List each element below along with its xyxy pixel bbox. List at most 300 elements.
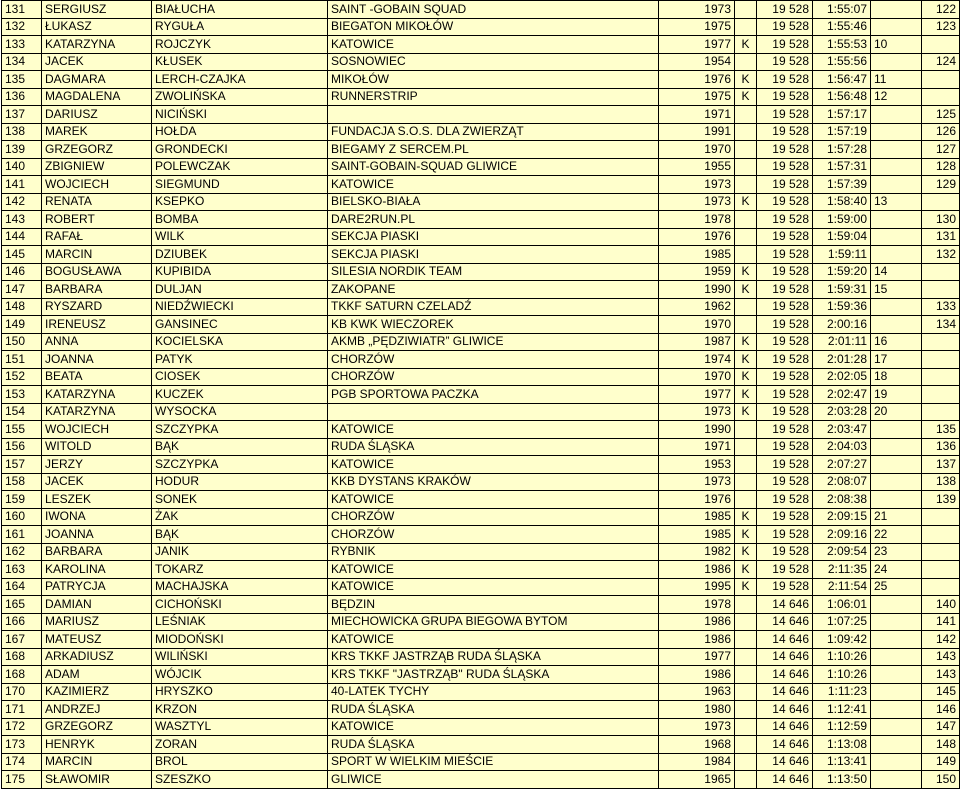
first-name-cell: BOGUSŁAWA bbox=[42, 263, 152, 281]
last-name-cell: KSEPKO bbox=[152, 193, 328, 211]
time-cell: 2:07:27 bbox=[813, 456, 871, 474]
birth-year-cell: 1995 bbox=[659, 578, 735, 596]
distance-cell: 19 528 bbox=[757, 368, 813, 386]
time-cell: 2:01:11 bbox=[813, 333, 871, 351]
sex-cell: K bbox=[735, 71, 757, 89]
club-cell: SEKCJA PIASKI bbox=[328, 246, 659, 264]
time-cell: 1:57:31 bbox=[813, 158, 871, 176]
first-name-cell: RYSZARD bbox=[42, 298, 152, 316]
sex-cell: K bbox=[735, 561, 757, 579]
sex-cell: K bbox=[735, 351, 757, 369]
sex-cell bbox=[735, 473, 757, 491]
club-cell: SILESIA NORDIK TEAM bbox=[328, 263, 659, 281]
sex-cell bbox=[735, 491, 757, 509]
place-cell: 174 bbox=[2, 753, 42, 771]
women-place-cell bbox=[871, 1, 922, 19]
last-name-cell: SZESZKO bbox=[152, 771, 328, 789]
table-row bbox=[2, 718, 960, 736]
men-place-cell: 130 bbox=[922, 211, 960, 229]
last-name-cell: CICHOŃSKI bbox=[152, 596, 328, 614]
place-cell: 154 bbox=[2, 403, 42, 421]
last-name-cell: SIEGMUND bbox=[152, 176, 328, 194]
table-row bbox=[2, 666, 960, 684]
sex-cell bbox=[735, 316, 757, 334]
women-place-cell bbox=[871, 648, 922, 666]
sex-cell bbox=[735, 771, 757, 789]
sex-cell bbox=[735, 53, 757, 71]
distance-cell: 14 646 bbox=[757, 771, 813, 789]
table-row bbox=[2, 71, 960, 89]
last-name-cell: ROJCZYK bbox=[152, 36, 328, 54]
time-cell: 2:04:03 bbox=[813, 438, 871, 456]
table-row bbox=[2, 736, 960, 754]
men-place-cell: 137 bbox=[922, 456, 960, 474]
last-name-cell: DZIUBEK bbox=[152, 246, 328, 264]
last-name-cell: ZORAN bbox=[152, 736, 328, 754]
time-cell: 1:59:11 bbox=[813, 246, 871, 264]
club-cell: 40-LATEK TYCHY bbox=[328, 683, 659, 701]
time-cell: 1:13:50 bbox=[813, 771, 871, 789]
women-place-cell: 23 bbox=[871, 543, 922, 561]
club-cell: BIEGATON MIKOŁÓW bbox=[328, 18, 659, 36]
table-row bbox=[2, 596, 960, 614]
birth-year-cell: 1982 bbox=[659, 543, 735, 561]
last-name-cell: WILK bbox=[152, 228, 328, 246]
table-row bbox=[2, 333, 960, 351]
club-cell: PGB SPORTOWA PACZKA bbox=[328, 386, 659, 404]
place-cell: 144 bbox=[2, 228, 42, 246]
last-name-cell: KŁUSEK bbox=[152, 53, 328, 71]
place-cell: 141 bbox=[2, 176, 42, 194]
birth-year-cell: 1984 bbox=[659, 753, 735, 771]
sex-cell: K bbox=[735, 88, 757, 106]
last-name-cell: BOMBA bbox=[152, 211, 328, 229]
birth-year-cell: 1985 bbox=[659, 508, 735, 526]
table-row bbox=[2, 403, 960, 421]
table-row bbox=[2, 53, 960, 71]
sex-cell: K bbox=[735, 193, 757, 211]
men-place-cell bbox=[922, 543, 960, 561]
table-row bbox=[2, 18, 960, 36]
first-name-cell: KATARZYNA bbox=[42, 386, 152, 404]
birth-year-cell: 1980 bbox=[659, 701, 735, 719]
place-cell: 150 bbox=[2, 333, 42, 351]
first-name-cell: JOANNA bbox=[42, 526, 152, 544]
sex-cell bbox=[735, 106, 757, 124]
first-name-cell: IWONA bbox=[42, 508, 152, 526]
birth-year-cell: 1987 bbox=[659, 333, 735, 351]
table-row bbox=[2, 473, 960, 491]
place-cell: 131 bbox=[2, 1, 42, 19]
sex-cell: K bbox=[735, 578, 757, 596]
time-cell: 2:09:16 bbox=[813, 526, 871, 544]
women-place-cell: 20 bbox=[871, 403, 922, 421]
women-place-cell bbox=[871, 316, 922, 334]
time-cell: 2:08:38 bbox=[813, 491, 871, 509]
time-cell: 1:59:36 bbox=[813, 298, 871, 316]
men-place-cell bbox=[922, 403, 960, 421]
women-place-cell bbox=[871, 246, 922, 264]
last-name-cell: SZCZYPKA bbox=[152, 456, 328, 474]
distance-cell: 19 528 bbox=[757, 158, 813, 176]
table-row bbox=[2, 158, 960, 176]
women-place-cell bbox=[871, 211, 922, 229]
distance-cell: 19 528 bbox=[757, 176, 813, 194]
sex-cell bbox=[735, 683, 757, 701]
last-name-cell: NICIŃSKI bbox=[152, 106, 328, 124]
club-cell: KATOWICE bbox=[328, 578, 659, 596]
last-name-cell: BĄK bbox=[152, 526, 328, 544]
birth-year-cell: 1990 bbox=[659, 421, 735, 439]
birth-year-cell: 1965 bbox=[659, 771, 735, 789]
time-cell: 1:10:26 bbox=[813, 648, 871, 666]
club-cell: ZAKOPANE bbox=[328, 281, 659, 299]
distance-cell: 19 528 bbox=[757, 141, 813, 159]
women-place-cell: 10 bbox=[871, 36, 922, 54]
club-cell: RUDA ŚLĄSKA bbox=[328, 438, 659, 456]
time-cell: 1:55:07 bbox=[813, 1, 871, 19]
birth-year-cell: 1970 bbox=[659, 141, 735, 159]
club-cell: RYBNIK bbox=[328, 543, 659, 561]
place-cell: 172 bbox=[2, 718, 42, 736]
time-cell: 1:57:39 bbox=[813, 176, 871, 194]
men-place-cell: 150 bbox=[922, 771, 960, 789]
distance-cell: 19 528 bbox=[757, 1, 813, 19]
men-place-cell: 140 bbox=[922, 596, 960, 614]
women-place-cell: 19 bbox=[871, 386, 922, 404]
first-name-cell: BEATA bbox=[42, 368, 152, 386]
men-place-cell bbox=[922, 561, 960, 579]
place-cell: 158 bbox=[2, 473, 42, 491]
first-name-cell: JACEK bbox=[42, 473, 152, 491]
birth-year-cell: 1977 bbox=[659, 648, 735, 666]
time-cell: 2:09:15 bbox=[813, 508, 871, 526]
table-row bbox=[2, 141, 960, 159]
place-cell: 146 bbox=[2, 263, 42, 281]
men-place-cell bbox=[922, 508, 960, 526]
birth-year-cell: 1975 bbox=[659, 18, 735, 36]
table-row bbox=[2, 263, 960, 281]
distance-cell: 14 646 bbox=[757, 683, 813, 701]
place-cell: 165 bbox=[2, 596, 42, 614]
table-row bbox=[2, 106, 960, 124]
table-row bbox=[2, 246, 960, 264]
table-row bbox=[2, 456, 960, 474]
distance-cell: 14 646 bbox=[757, 666, 813, 684]
men-place-cell: 147 bbox=[922, 718, 960, 736]
men-place-cell: 136 bbox=[922, 438, 960, 456]
distance-cell: 19 528 bbox=[757, 561, 813, 579]
club-cell: RUDA ŚLĄSKA bbox=[328, 701, 659, 719]
sex-cell bbox=[735, 631, 757, 649]
sex-cell bbox=[735, 753, 757, 771]
sex-cell bbox=[735, 211, 757, 229]
birth-year-cell: 1971 bbox=[659, 438, 735, 456]
birth-year-cell: 1974 bbox=[659, 351, 735, 369]
men-place-cell: 143 bbox=[922, 666, 960, 684]
sex-cell: K bbox=[735, 526, 757, 544]
distance-cell: 19 528 bbox=[757, 246, 813, 264]
time-cell: 1:09:42 bbox=[813, 631, 871, 649]
first-name-cell: JOANNA bbox=[42, 351, 152, 369]
men-place-cell: 128 bbox=[922, 158, 960, 176]
club-cell: CHORZÓW bbox=[328, 351, 659, 369]
club-cell: KATOWICE bbox=[328, 176, 659, 194]
table-row bbox=[2, 631, 960, 649]
place-cell: 171 bbox=[2, 701, 42, 719]
sex-cell bbox=[735, 123, 757, 141]
place-cell: 143 bbox=[2, 211, 42, 229]
women-place-cell bbox=[871, 228, 922, 246]
time-cell: 2:00:16 bbox=[813, 316, 871, 334]
table-row bbox=[2, 578, 960, 596]
men-place-cell: 133 bbox=[922, 298, 960, 316]
last-name-cell: SZCZYPKA bbox=[152, 421, 328, 439]
birth-year-cell: 1962 bbox=[659, 298, 735, 316]
sex-cell bbox=[735, 176, 757, 194]
place-cell: 156 bbox=[2, 438, 42, 456]
time-cell: 1:57:28 bbox=[813, 141, 871, 159]
sex-cell: K bbox=[735, 263, 757, 281]
men-place-cell: 134 bbox=[922, 316, 960, 334]
table-row bbox=[2, 228, 960, 246]
time-cell: 2:02:05 bbox=[813, 368, 871, 386]
women-place-cell bbox=[871, 473, 922, 491]
distance-cell: 19 528 bbox=[757, 106, 813, 124]
birth-year-cell: 1976 bbox=[659, 71, 735, 89]
first-name-cell: SERGIUSZ bbox=[42, 1, 152, 19]
first-name-cell: RAFAŁ bbox=[42, 228, 152, 246]
last-name-cell: CIOSEK bbox=[152, 368, 328, 386]
first-name-cell: BARBARA bbox=[42, 281, 152, 299]
first-name-cell: MAGDALENA bbox=[42, 88, 152, 106]
table-row bbox=[2, 701, 960, 719]
men-place-cell: 126 bbox=[922, 123, 960, 141]
sex-cell bbox=[735, 596, 757, 614]
distance-cell: 19 528 bbox=[757, 333, 813, 351]
last-name-cell: MACHAJSKA bbox=[152, 578, 328, 596]
table-row bbox=[2, 648, 960, 666]
sex-cell bbox=[735, 18, 757, 36]
first-name-cell: MAREK bbox=[42, 123, 152, 141]
results-body bbox=[2, 1, 960, 789]
sex-cell bbox=[735, 648, 757, 666]
birth-year-cell: 1968 bbox=[659, 736, 735, 754]
time-cell: 2:02:47 bbox=[813, 386, 871, 404]
first-name-cell: MARCIN bbox=[42, 753, 152, 771]
distance-cell: 19 528 bbox=[757, 421, 813, 439]
distance-cell: 14 646 bbox=[757, 718, 813, 736]
place-cell: 173 bbox=[2, 736, 42, 754]
table-row bbox=[2, 386, 960, 404]
men-place-cell: 148 bbox=[922, 736, 960, 754]
women-place-cell: 13 bbox=[871, 193, 922, 211]
place-cell: 155 bbox=[2, 421, 42, 439]
distance-cell: 19 528 bbox=[757, 316, 813, 334]
men-place-cell: 139 bbox=[922, 491, 960, 509]
men-place-cell bbox=[922, 263, 960, 281]
women-place-cell bbox=[871, 701, 922, 719]
sex-cell bbox=[735, 158, 757, 176]
men-place-cell bbox=[922, 193, 960, 211]
place-cell: 161 bbox=[2, 526, 42, 544]
last-name-cell: PATYK bbox=[152, 351, 328, 369]
last-name-cell: POLEWCZAK bbox=[152, 158, 328, 176]
first-name-cell: KAROLINA bbox=[42, 561, 152, 579]
last-name-cell: BĄK bbox=[152, 438, 328, 456]
sex-cell: K bbox=[735, 368, 757, 386]
women-place-cell: 12 bbox=[871, 88, 922, 106]
first-name-cell: WITOLD bbox=[42, 438, 152, 456]
club-cell: KRS TKKF "JASTRZĄB" RUDA ŚLĄSKA bbox=[328, 666, 659, 684]
first-name-cell: DARIUSZ bbox=[42, 106, 152, 124]
table-row bbox=[2, 123, 960, 141]
last-name-cell: HRYSZKO bbox=[152, 683, 328, 701]
women-place-cell: 22 bbox=[871, 526, 922, 544]
sex-cell: K bbox=[735, 36, 757, 54]
women-place-cell bbox=[871, 666, 922, 684]
men-place-cell bbox=[922, 526, 960, 544]
women-place-cell bbox=[871, 158, 922, 176]
distance-cell: 19 528 bbox=[757, 123, 813, 141]
last-name-cell: ZWOLIŃSKA bbox=[152, 88, 328, 106]
last-name-cell: WÓJCIK bbox=[152, 666, 328, 684]
distance-cell: 19 528 bbox=[757, 88, 813, 106]
place-cell: 160 bbox=[2, 508, 42, 526]
men-place-cell: 129 bbox=[922, 176, 960, 194]
place-cell: 162 bbox=[2, 543, 42, 561]
place-cell: 157 bbox=[2, 456, 42, 474]
birth-year-cell: 1977 bbox=[659, 36, 735, 54]
time-cell: 1:57:17 bbox=[813, 106, 871, 124]
club-cell: DARE2RUN.PL bbox=[328, 211, 659, 229]
time-cell: 2:03:47 bbox=[813, 421, 871, 439]
table-row bbox=[2, 561, 960, 579]
women-place-cell: 17 bbox=[871, 351, 922, 369]
birth-year-cell: 1970 bbox=[659, 316, 735, 334]
women-place-cell bbox=[871, 176, 922, 194]
time-cell: 1:59:04 bbox=[813, 228, 871, 246]
distance-cell: 19 528 bbox=[757, 298, 813, 316]
distance-cell: 19 528 bbox=[757, 53, 813, 71]
place-cell: 152 bbox=[2, 368, 42, 386]
first-name-cell: GRZEGORZ bbox=[42, 718, 152, 736]
birth-year-cell: 1955 bbox=[659, 158, 735, 176]
men-place-cell: 145 bbox=[922, 683, 960, 701]
sex-cell bbox=[735, 701, 757, 719]
men-place-cell: 143 bbox=[922, 648, 960, 666]
table-row bbox=[2, 211, 960, 229]
sex-cell: K bbox=[735, 386, 757, 404]
birth-year-cell: 1991 bbox=[659, 123, 735, 141]
first-name-cell: JACEK bbox=[42, 53, 152, 71]
sex-cell bbox=[735, 298, 757, 316]
distance-cell: 19 528 bbox=[757, 211, 813, 229]
women-place-cell: 16 bbox=[871, 333, 922, 351]
first-name-cell: MARCIN bbox=[42, 246, 152, 264]
women-place-cell bbox=[871, 123, 922, 141]
club-cell: MIKOŁÓW bbox=[328, 71, 659, 89]
distance-cell: 19 528 bbox=[757, 491, 813, 509]
first-name-cell: WOJCIECH bbox=[42, 421, 152, 439]
club-cell bbox=[328, 403, 659, 421]
last-name-cell: JANIK bbox=[152, 543, 328, 561]
distance-cell: 19 528 bbox=[757, 508, 813, 526]
club-cell: KATOWICE bbox=[328, 491, 659, 509]
club-cell: RUNNERSTRIP bbox=[328, 88, 659, 106]
sex-cell bbox=[735, 666, 757, 684]
club-cell: RUDA ŚLĄSKA bbox=[328, 736, 659, 754]
sex-cell: K bbox=[735, 403, 757, 421]
place-cell: 151 bbox=[2, 351, 42, 369]
last-name-cell: WILIŃSKI bbox=[152, 648, 328, 666]
first-name-cell: KAZIMIERZ bbox=[42, 683, 152, 701]
time-cell: 2:01:28 bbox=[813, 351, 871, 369]
distance-cell: 19 528 bbox=[757, 281, 813, 299]
time-cell: 1:13:08 bbox=[813, 736, 871, 754]
women-place-cell bbox=[871, 771, 922, 789]
club-cell: SAINT -GOBAIN SQUAD bbox=[328, 1, 659, 19]
women-place-cell: 24 bbox=[871, 561, 922, 579]
table-row bbox=[2, 88, 960, 106]
place-cell: 147 bbox=[2, 281, 42, 299]
women-place-cell bbox=[871, 736, 922, 754]
first-name-cell: LESZEK bbox=[42, 491, 152, 509]
place-cell: 164 bbox=[2, 578, 42, 596]
table-row bbox=[2, 1, 960, 19]
distance-cell: 14 646 bbox=[757, 753, 813, 771]
table-row bbox=[2, 508, 960, 526]
women-place-cell bbox=[871, 753, 922, 771]
club-cell: SPORT W WIELKIM MIEŚCIE bbox=[328, 753, 659, 771]
distance-cell: 19 528 bbox=[757, 36, 813, 54]
distance-cell: 14 646 bbox=[757, 648, 813, 666]
club-cell: BIEGAMY Z SERCEM.PL bbox=[328, 141, 659, 159]
first-name-cell: ANDRZEJ bbox=[42, 701, 152, 719]
table-row bbox=[2, 421, 960, 439]
table-row bbox=[2, 753, 960, 771]
last-name-cell: KRZON bbox=[152, 701, 328, 719]
birth-year-cell: 1985 bbox=[659, 526, 735, 544]
club-cell: AKMB „PĘDZIWIATR” GLIWICE bbox=[328, 333, 659, 351]
birth-year-cell: 1959 bbox=[659, 263, 735, 281]
first-name-cell: ZBIGNIEW bbox=[42, 158, 152, 176]
place-cell: 134 bbox=[2, 53, 42, 71]
sex-cell: K bbox=[735, 281, 757, 299]
time-cell: 1:58:40 bbox=[813, 193, 871, 211]
women-place-cell bbox=[871, 53, 922, 71]
distance-cell: 19 528 bbox=[757, 456, 813, 474]
distance-cell: 19 528 bbox=[757, 403, 813, 421]
last-name-cell: WYSOCKA bbox=[152, 403, 328, 421]
place-cell: 138 bbox=[2, 123, 42, 141]
time-cell: 2:11:35 bbox=[813, 561, 871, 579]
last-name-cell: MIODOŃSKI bbox=[152, 631, 328, 649]
time-cell: 1:10:26 bbox=[813, 666, 871, 684]
men-place-cell: 138 bbox=[922, 473, 960, 491]
club-cell: MIECHOWICKA GRUPA BIEGOWA BYTOM bbox=[328, 613, 659, 631]
distance-cell: 19 528 bbox=[757, 351, 813, 369]
place-cell: 149 bbox=[2, 316, 42, 334]
club-cell: SAINT-GOBAIN-SQUAD GLIWICE bbox=[328, 158, 659, 176]
place-cell: 168 bbox=[2, 648, 42, 666]
time-cell: 1:59:20 bbox=[813, 263, 871, 281]
distance-cell: 19 528 bbox=[757, 386, 813, 404]
place-cell: 135 bbox=[2, 71, 42, 89]
place-cell: 153 bbox=[2, 386, 42, 404]
club-cell: CHORZÓW bbox=[328, 526, 659, 544]
place-cell: 136 bbox=[2, 88, 42, 106]
